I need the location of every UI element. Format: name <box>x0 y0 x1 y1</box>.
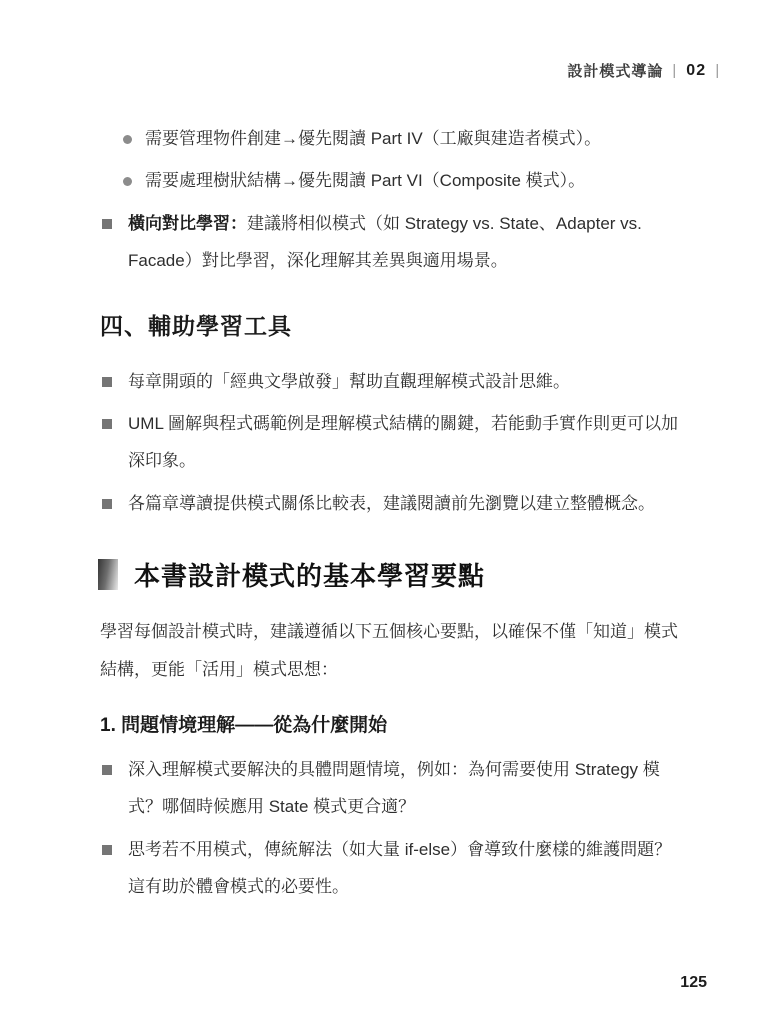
header-separator-left: | <box>673 62 677 79</box>
list-item <box>145 162 685 199</box>
page-number: 125 <box>680 974 707 991</box>
header-title: 設計模式導論 <box>567 63 664 80</box>
square-bullet-icon <box>102 845 112 855</box>
main-section-title: 本書設計模式的基本學習要點 <box>134 561 486 592</box>
square-bullet-icon <box>102 419 112 429</box>
circle-bullet-icon <box>123 177 132 186</box>
header-separator-right: | <box>716 62 720 79</box>
page-content <box>100 120 685 910</box>
list-item-text: 思考若不用模式，傳統解法（如大量 if-else）會導致什麼樣的維護問題？這有助於體會模式的必要性。 <box>128 839 672 897</box>
list-item-lead: 橫向對比學習： <box>128 213 247 233</box>
tools-list <box>100 363 685 523</box>
gradient-bar-icon <box>98 559 118 590</box>
list-item-text: 深入理解模式要解決的具體問題情境，例如：為何需要使用 Strategy 模式？哪個時候應用 State 模式更合適？ <box>128 759 660 817</box>
square-bullet-icon <box>102 765 112 775</box>
list-item <box>128 751 685 826</box>
compare-learning-list <box>100 205 685 280</box>
reading-priority-list <box>100 120 685 200</box>
header-chapter-number: 02 <box>686 61 707 79</box>
list-item-text: UML 圖解與程式碼範例是理解模式結構的關鍵，若能動手實作則更可以加深印象。 <box>128 413 678 471</box>
list-item <box>128 205 685 280</box>
circle-bullet-icon <box>123 135 132 144</box>
list-item <box>128 485 685 522</box>
list-item <box>128 831 685 906</box>
intro-paragraph: 學習每個設計模式時，建議遵循以下五個核心要點，以確保不僅「知道」模式結構，更能「活用」模式思想： <box>100 622 678 679</box>
list-item-text: 需要處理樹狀結構→優先閱讀 Part VI（Composite 模式）。 <box>145 171 586 191</box>
list-item-text: 各篇章導讀提供模式關係比較表，建議閱讀前先瀏覽以建立整體概念。 <box>128 493 655 513</box>
square-bullet-icon <box>102 219 112 229</box>
section-heading-tools: 四、輔助學習工具 <box>100 312 292 339</box>
square-bullet-icon <box>102 377 112 387</box>
subsection1-list <box>100 751 685 906</box>
list-item <box>128 405 685 480</box>
list-item <box>128 363 685 400</box>
list-item-text: 需要管理物件創建→優先閱讀 Part IV（工廠與建造者模式）。 <box>145 129 602 148</box>
square-bullet-icon <box>102 499 112 509</box>
list-item <box>145 120 685 157</box>
main-section-heading <box>98 556 685 593</box>
subsection-heading-1: 1. 問題情境理解——從為什麼開始 <box>100 714 388 736</box>
list-item-text: 每章開頭的「經典文學啟發」幫助直觀理解模式設計思維。 <box>128 371 570 391</box>
page-header <box>567 60 720 81</box>
list-item-text: 建議將相似模式（如 Strategy vs. State、Adapter vs. Facade）對比學習，深化理解其差異與適用場景。 <box>128 213 642 271</box>
